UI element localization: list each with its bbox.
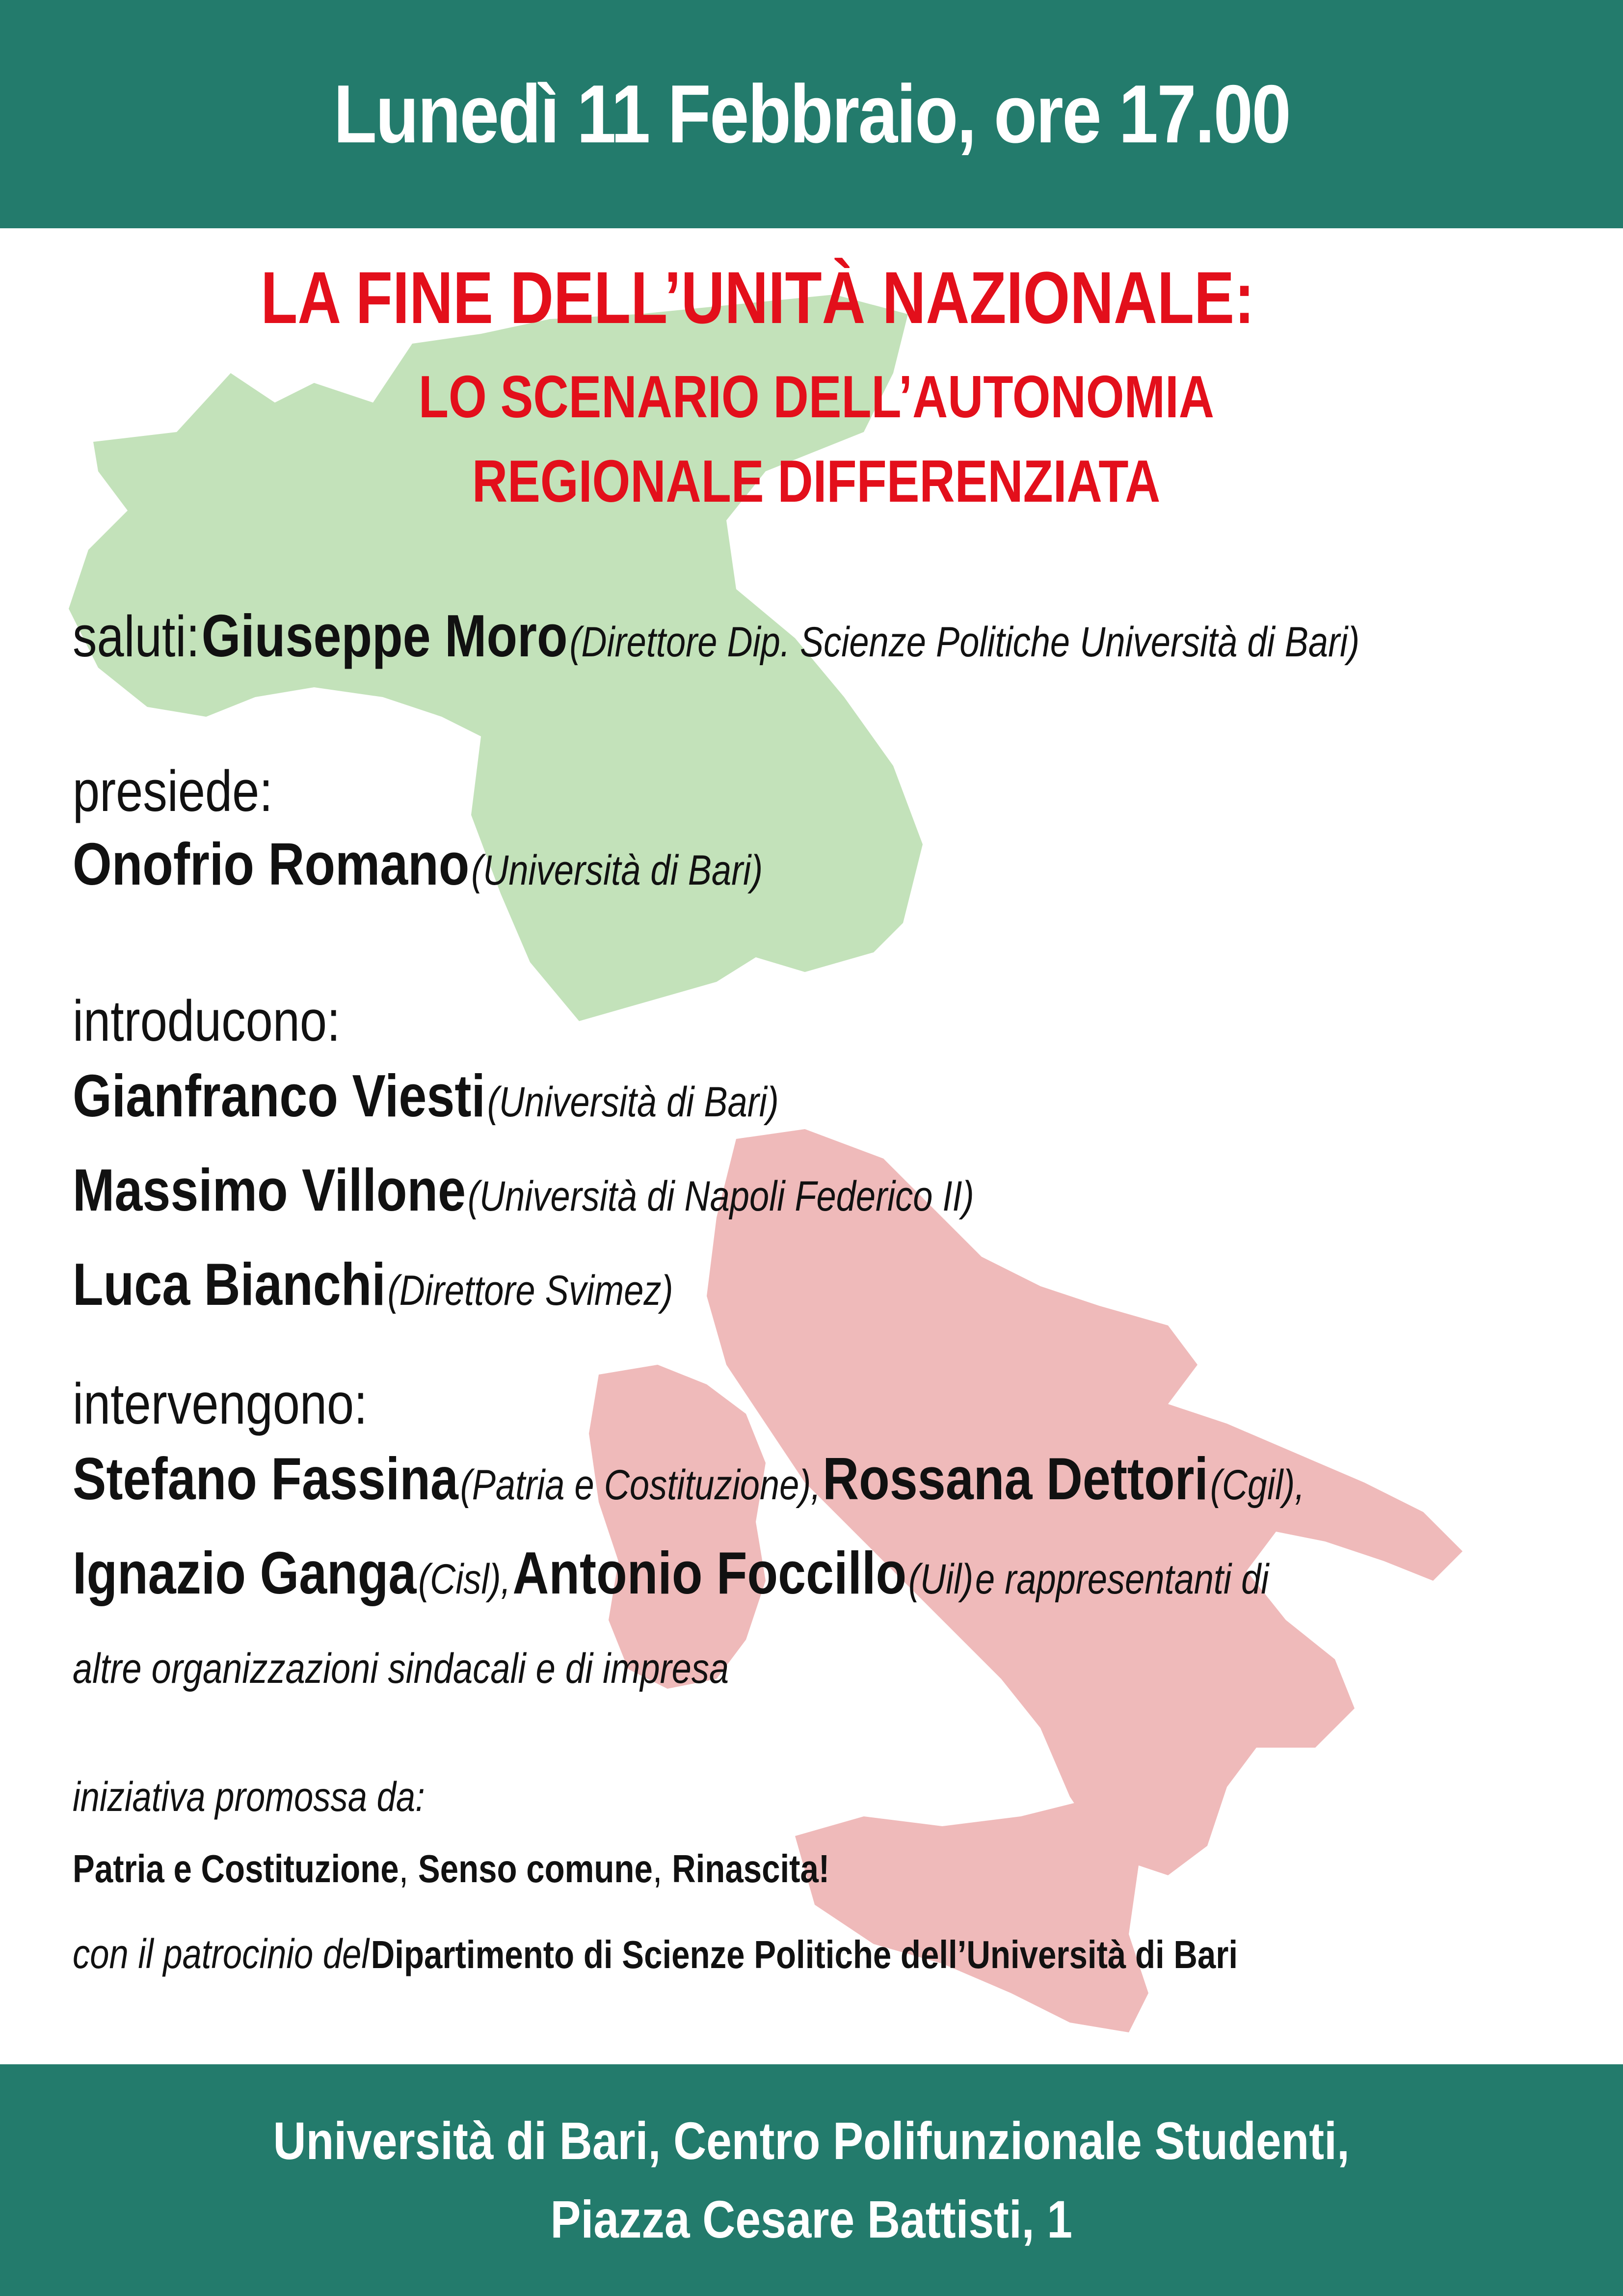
promoter-org: Senso comune — [418, 1847, 653, 1891]
separator: , — [399, 1845, 418, 1891]
presiede-affiliation: (Università di Bari) — [471, 847, 763, 894]
event-subtitle-line2: REGIONALE DIFFERENZIATA — [472, 448, 1161, 514]
patronage-prefix: con il patrocinio del — [73, 1931, 370, 1977]
speaker-affiliation: (Patria e Costituzione), — [460, 1461, 821, 1509]
speaker-name: Rossana Dettori — [823, 1445, 1209, 1512]
promoters-label: iniziativa promossa da: — [73, 1774, 425, 1820]
event-date: Lunedì 11 Febbraio, ore 17.00 — [333, 68, 1290, 160]
speaker-row — [73, 1152, 1351, 1246]
event-subtitle-line1: LO SCENARIO DELL’AUTONOMIA — [418, 363, 1215, 430]
presiede-section — [73, 756, 1594, 919]
venue-line2: Piazza Cesare Battisti, 1 — [550, 2189, 1073, 2249]
intervengono-section — [73, 1367, 1594, 1708]
speaker-affiliation: (Uil) — [908, 1556, 974, 1603]
patronage-line — [73, 1922, 1351, 1998]
speaker-affiliation: (Cisl), — [418, 1556, 511, 1603]
speaker-name: Luca Bianchi — [73, 1251, 386, 1318]
speaker-tail: e rappresentanti di — [975, 1556, 1269, 1603]
promoters-list — [73, 1826, 1351, 1922]
presiede-label: presiede: — [73, 759, 273, 824]
intervengono-label: intervengono: — [73, 1372, 368, 1436]
saluti-affiliation: (Direttore Dip. Scienze Politiche Università di Bari) — [569, 619, 1360, 666]
footer-band — [0, 2064, 1623, 2296]
event-title: LA FINE DELL’UNITÀ NAZIONALE: — [261, 256, 1254, 339]
promoter-org: Rinascita! — [672, 1847, 830, 1891]
speaker-name: Massimo Villone — [73, 1157, 466, 1223]
separator: , — [652, 1845, 672, 1891]
speaker-row — [73, 1535, 1351, 1629]
saluti-label: saluti: — [73, 604, 200, 669]
speaker-row — [73, 1246, 1351, 1341]
speaker-affiliation: (Direttore Svimez) — [387, 1267, 673, 1314]
saluti-section — [73, 601, 1594, 670]
patronage-name: Dipartimento di Scienze Politiche dell’Università di Bari — [371, 1933, 1238, 1976]
speaker-affiliation: (Università di Napoli Federico II) — [467, 1173, 974, 1220]
presiede-name: Onofrio Romano — [73, 831, 470, 897]
speaker-tail-line: altre organizzazioni sindacali e di impresa — [73, 1645, 729, 1692]
speaker-name: Antonio Foccillo — [512, 1540, 907, 1606]
saluti-name: Giuseppe Moro — [201, 602, 568, 669]
venue-line1: Università di Bari, Centro Polifunzionale Studenti, — [273, 2111, 1350, 2170]
promoters-section — [73, 1767, 1594, 1998]
speaker-affiliation: (Università di Bari) — [487, 1079, 779, 1126]
speaker-name: Gianfranco Viesti — [73, 1062, 486, 1129]
speaker-name: Stefano Fassina — [73, 1445, 458, 1512]
speaker-affiliation: (Cgil), — [1210, 1461, 1305, 1509]
promoter-org: Patria e Costituzione — [73, 1847, 399, 1891]
introducono-label: introducono: — [73, 989, 341, 1053]
header-band — [0, 0, 1623, 228]
speaker-row — [73, 1441, 1351, 1535]
introducono-section — [73, 984, 1594, 1341]
speaker-name: Ignazio Ganga — [73, 1540, 417, 1606]
speaker-row — [73, 1058, 1351, 1152]
